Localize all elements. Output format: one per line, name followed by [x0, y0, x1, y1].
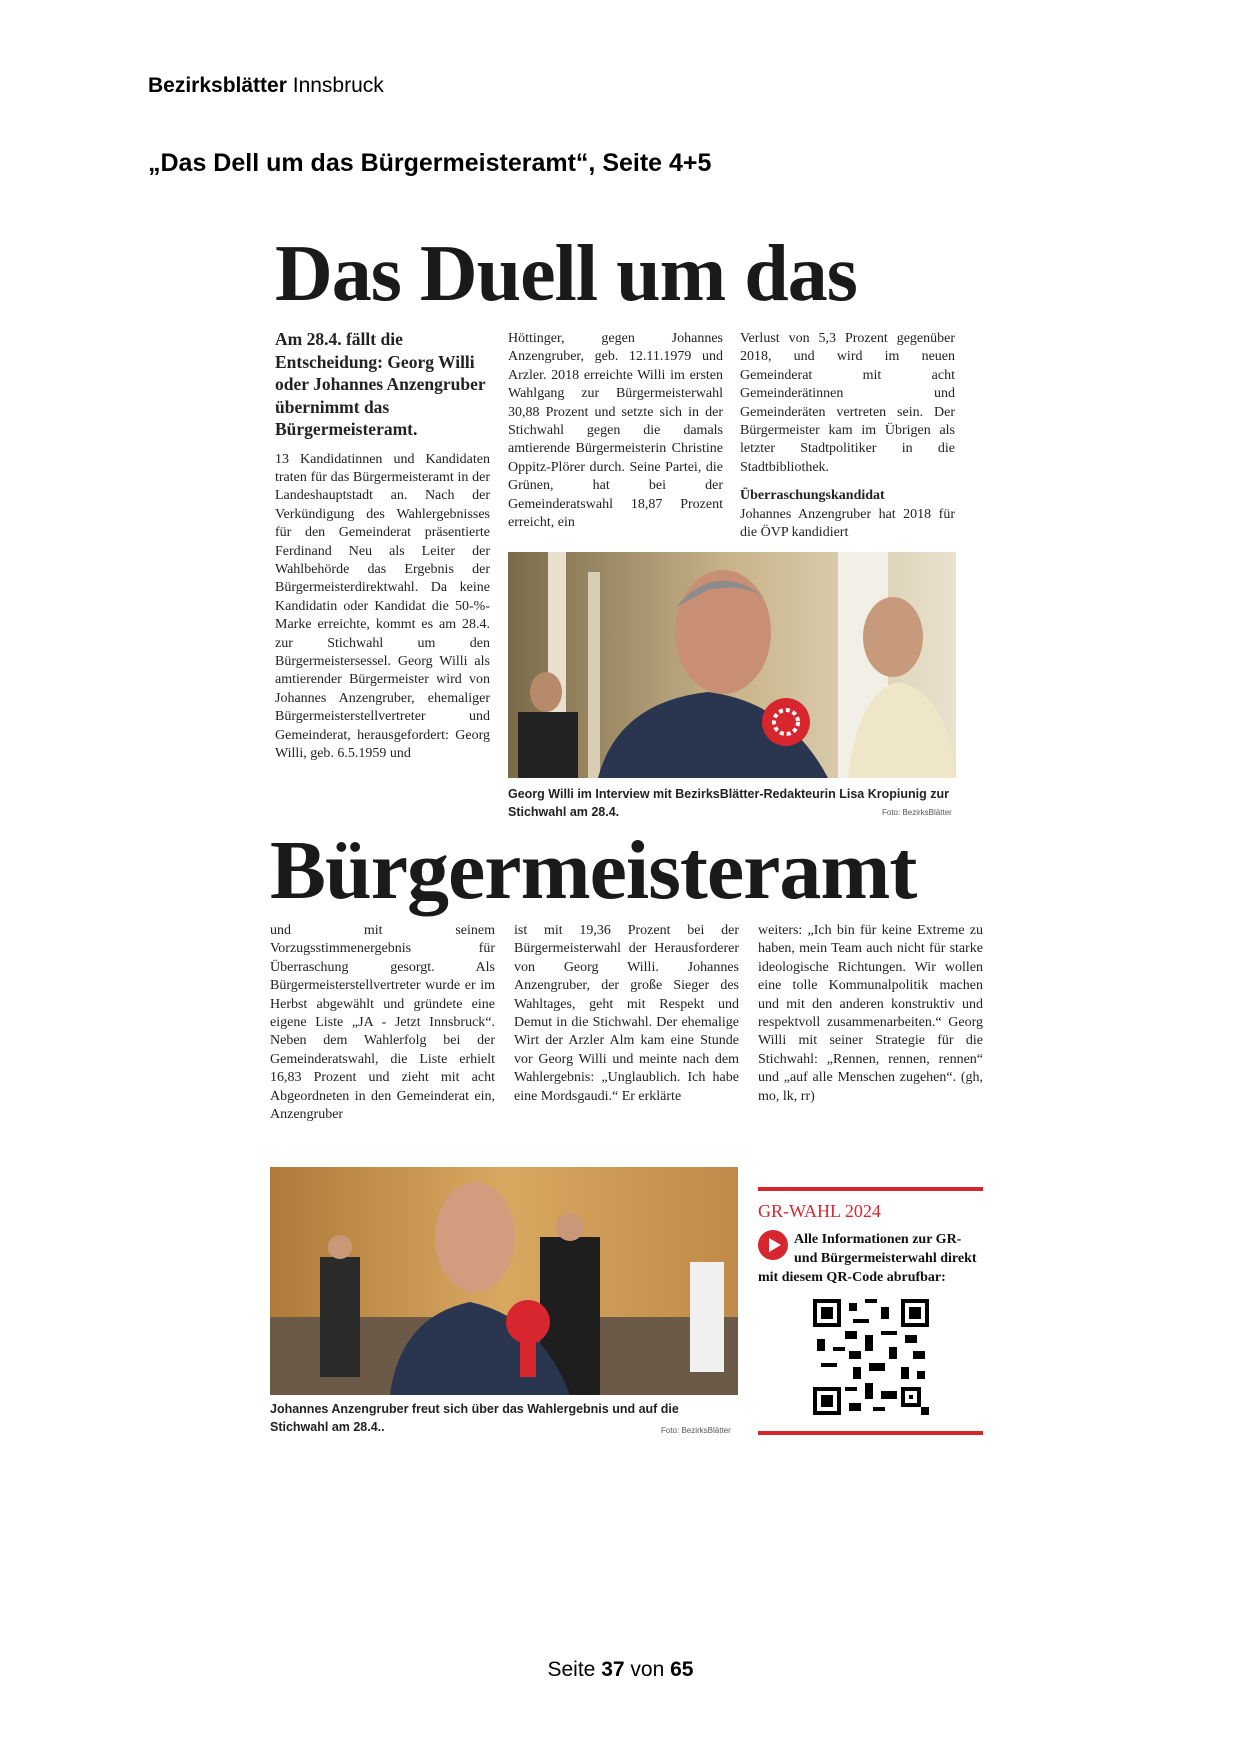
article-column-5: ist mit 19,36 Prozent bei der Bürgermeisterwahl der Herausforderer von Georg Willi. Johannes Anzengruber, der große Sieger des Wahltages, geht mit Respekt und Demut in die Stichwahl. Der ehemalige Wirt der Arzler Alm kam eine Stunde vor Georg Willi und meinte nach dem Wahlergebnis: „Unglaublich. Ich habe eine Mordsgaudi.“ Er erklärte — [514, 923, 739, 1104]
photo1-credit: Foto: BezirksBlätter — [882, 808, 952, 817]
article-column-3 — [740, 330, 955, 542]
publication-name: Bezirksblätter — [148, 74, 287, 97]
body-text: Johannes Anzengruber hat 2018 für die ÖVP kandidiert — [740, 506, 955, 541]
photo1-caption: Georg Willi im Interview mit BezirksBlätter-Redakteurin Lisa Kropiunig zur Stichwahl am 28.4. — [508, 787, 949, 819]
info-box — [758, 1187, 983, 1435]
play-icon — [758, 1230, 788, 1260]
lead-text: Am 28.4. fällt die Entscheidung: Georg Willi oder Johannes Anzengruber übernimmt das Bürgermeisteramt. — [275, 329, 486, 439]
article-column-4: und mit seinem Vorzugsstimmenergebnis für Überraschung gesorgt. Als Bürgermeisterstellvertreter wurde er im Herbst abgewählt und gründete eine eigene Liste „JA - Jetzt Innsbruck“. Neben dem Wahlerfolg bei der Gemeinderatswahl, die Liste erhielt 16,83 Prozent und zieht mit acht Abgeordneten in den Gemeinderat ein, Anzengruber — [270, 923, 495, 1123]
body-text: 13 Kandidatinnen und Kandidaten traten für das Bürgermeisteramt in der Landeshauptstadt an. Nach der Verkündigung des Wahlergebnisses für den Gemeinderat präsentierte Ferdinand Neu als Leiter der Wahlbehörde das Ergebnis der Bürgermeisterdirektwahl. Da keine Kandidatin oder Kandidat die 50-%-Marke erreichte, kommt es am 28.4. zur Stichwahl um den Bürgermeistersessel. Georg Willi als amtierender Bürgermeister wird von Johannes Anzengruber, ehemaliger Bürgermeisterstellvertreter und Gemeinderat, herausgefordert: Georg Willi, geb. 6.5.1959 und — [275, 451, 490, 761]
photo-georg-willi — [508, 552, 956, 778]
publication-header — [148, 74, 384, 98]
photo-johannes-anzengruber — [270, 1167, 738, 1395]
subheading: Überraschungskandidat — [740, 488, 885, 504]
headline-bottom: Bürgermeisteramt — [270, 824, 917, 917]
photo2-credit: Foto: BezirksBlätter — [661, 1426, 731, 1435]
publication-city: Innsbruck — [292, 74, 384, 97]
total-pages: 65 — [670, 1658, 694, 1681]
article-column-6: weiters: „Ich bin für keine Extreme zu haben, mein Team auch nicht für starke ideologische Richtungen. Wir wollen eine tolle Kommunalpolitik machen und mit den anderen konstruktiv und respektvoll zusammenarbeiten.“ Georg Willi mit seiner Strategie für die Stichwahl: „Rennen, rennen, rennen“ und „auf alle Menschen zugehen“. (gh, mo, lk, rr) — [758, 923, 983, 1104]
body-text: Verlust von 5,3 Prozent gegenüber 2018, und wird im neuen Gemeinderat mit acht Gemeinderätinnen und Gemeinderäten vertreten sein. Der Bürgermeister kam im Übrigen als letzter Stadtpolitiker in die Stadtbibliothek. — [740, 331, 955, 475]
footer-von: von — [630, 1658, 665, 1681]
footer-label: Seite — [547, 1658, 596, 1681]
qr-code[interactable] — [813, 1299, 929, 1415]
page-footer — [0, 1658, 1241, 1682]
info-box-label: Alle Informationen zur GR- und Bürgermeisterwahl direkt mit diesem QR-Code abrufbar: — [758, 1232, 977, 1285]
clipping-title: „Das Dell um das Bürgermeisteramt“, Seite 4+5 — [148, 149, 712, 177]
article-column-2: Höttinger, gegen Johannes Anzengruber, geb. 12.11.1979 und Arzler. 2018 erreichte Willi im ersten Wahlgang zur Bürgermeisterwahl 30,88 Prozent und setzte sich in der Stichwahl gegen die damals amtierende Bürgermeisterin Christine Oppitz-Plörer durch. Seine Partei, die Grünen, hat bei der Gemeinderatswahl 18,87 Prozent erreicht, ein — [508, 331, 723, 531]
current-page: 37 — [601, 1658, 625, 1681]
info-box-text — [758, 1230, 983, 1287]
info-box-heading: GR-WAHL 2024 — [758, 1201, 881, 1221]
article-column-1 — [275, 328, 490, 763]
photo2-caption: Johannes Anzengruber freut sich über das Wahlergebnis und auf die Stichwahl am 28.4.. — [270, 1402, 679, 1434]
newspaper-clipping — [262, 232, 992, 1452]
headline-top: Das Duell um das — [275, 230, 857, 318]
